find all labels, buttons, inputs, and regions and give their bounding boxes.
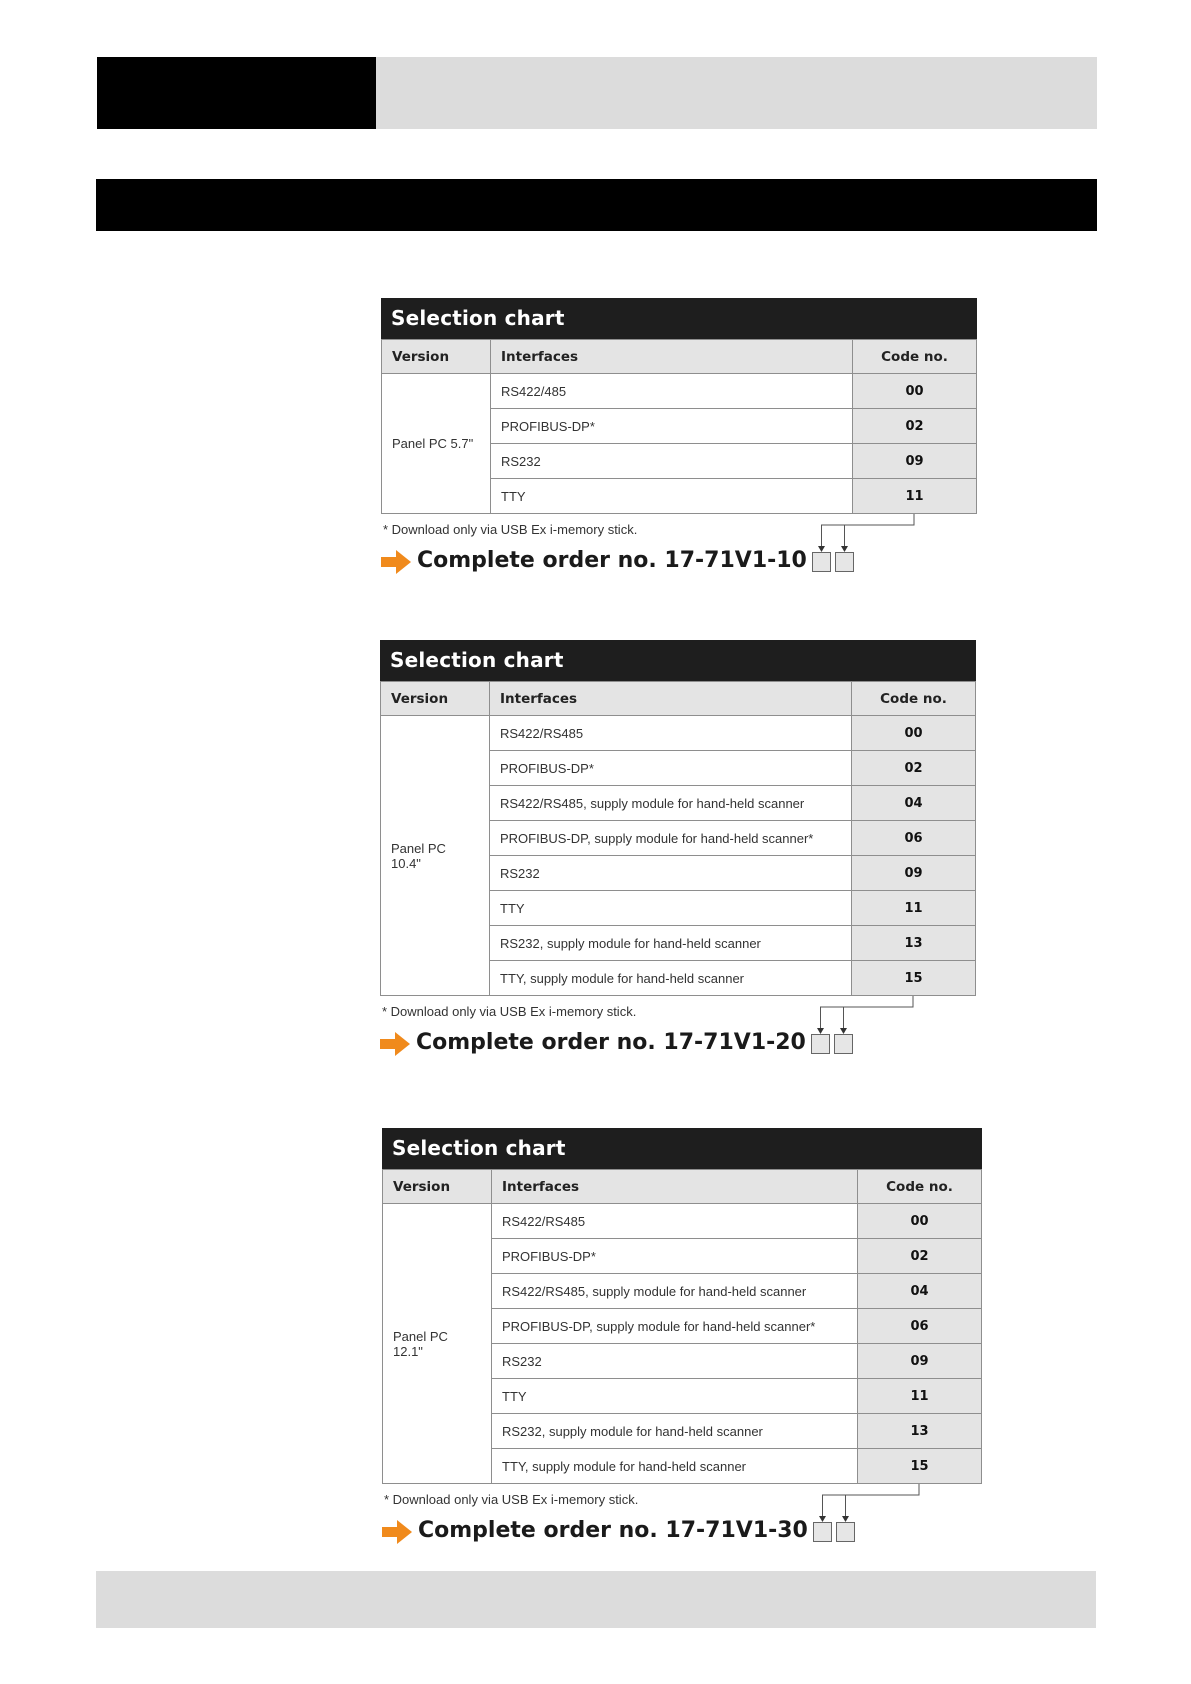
interface-cell: TTY — [491, 479, 853, 514]
selection-chart-2 — [380, 640, 976, 1064]
chart-title: Selection chart — [380, 640, 976, 681]
column-header-interfaces: Interfaces — [492, 1170, 858, 1204]
code-cell: 02 — [853, 409, 977, 444]
order-number-line — [381, 542, 977, 582]
code-digit-box — [813, 1522, 832, 1542]
interface-cell: RS232, supply module for hand-held scanner — [492, 1414, 858, 1449]
code-cell: 06 — [858, 1309, 982, 1344]
code-digit-box — [835, 552, 854, 572]
section-title-band — [96, 179, 1097, 231]
column-header-code: Code no. — [852, 682, 976, 716]
column-header-interfaces: Interfaces — [491, 340, 853, 374]
interface-cell: TTY, supply module for hand-held scanner — [492, 1449, 858, 1484]
code-cell: 15 — [858, 1449, 982, 1484]
complete-order-number: Complete order no. 17-71V1-20 — [416, 1030, 806, 1055]
code-cell: 00 — [853, 374, 977, 409]
complete-order-number: Complete order no. 17-71V1-10 — [417, 548, 807, 573]
table-header-row — [381, 682, 976, 716]
interface-cell: RS232 — [492, 1344, 858, 1379]
column-header-code: Code no. — [853, 340, 977, 374]
column-header-version: Version — [381, 682, 490, 716]
code-cell: 06 — [852, 821, 976, 856]
code-cell: 13 — [852, 926, 976, 961]
selection-table — [382, 1169, 982, 1484]
interface-cell: RS422/RS485 — [490, 716, 852, 751]
interface-cell: TTY — [492, 1379, 858, 1414]
table-row — [381, 716, 976, 751]
code-cell: 09 — [852, 856, 976, 891]
arrow-right-icon — [382, 1520, 412, 1544]
interface-cell: RS422/RS485, supply module for hand-held scanner — [492, 1274, 858, 1309]
interface-cell: RS232 — [491, 444, 853, 479]
interface-cell: RS422/RS485, supply module for hand-held scanner — [490, 786, 852, 821]
column-header-version: Version — [382, 340, 491, 374]
code-cell: 09 — [858, 1344, 982, 1379]
selection-chart-1 — [381, 298, 977, 582]
interface-cell: RS422/RS485 — [492, 1204, 858, 1239]
header-grey-block — [376, 57, 1097, 129]
selection-table — [381, 339, 977, 514]
footnote: * Download only via USB Ex i-memory stick. — [384, 1492, 639, 1507]
code-digit-box — [836, 1522, 855, 1542]
code-digit-box — [812, 552, 831, 572]
footer-grey-block — [96, 1571, 1096, 1628]
code-cell: 00 — [852, 716, 976, 751]
selection-table — [380, 681, 976, 996]
code-digit-box — [811, 1034, 830, 1054]
table-row — [382, 374, 977, 409]
interface-cell: PROFIBUS-DP* — [491, 409, 853, 444]
complete-order-number: Complete order no. 17-71V1-30 — [418, 1518, 808, 1543]
interface-cell: TTY, supply module for hand-held scanner — [490, 961, 852, 996]
chart-title: Selection chart — [382, 1128, 982, 1169]
order-number-line — [382, 1512, 982, 1552]
interface-cell: PROFIBUS-DP* — [492, 1239, 858, 1274]
arrow-right-icon — [381, 550, 411, 574]
table-row — [383, 1204, 982, 1239]
selection-chart-3 — [382, 1128, 982, 1552]
footnote: * Download only via USB Ex i-memory stick. — [382, 1004, 637, 1019]
code-cell: 11 — [858, 1379, 982, 1414]
code-cell: 09 — [853, 444, 977, 479]
interface-cell: RS232 — [490, 856, 852, 891]
code-cell: 00 — [858, 1204, 982, 1239]
interface-cell: TTY — [490, 891, 852, 926]
interface-cell: PROFIBUS-DP, supply module for hand-held scanner* — [492, 1309, 858, 1344]
code-cell: 04 — [852, 786, 976, 821]
code-cell: 02 — [852, 751, 976, 786]
column-header-interfaces: Interfaces — [490, 682, 852, 716]
column-header-code: Code no. — [858, 1170, 982, 1204]
interface-cell: PROFIBUS-DP* — [490, 751, 852, 786]
code-cell: 02 — [858, 1239, 982, 1274]
version-cell: Panel PC 10.4" — [381, 716, 490, 996]
code-cell: 11 — [852, 891, 976, 926]
footnote: * Download only via USB Ex i-memory stick. — [383, 522, 638, 537]
version-cell: Panel PC 5.7" — [382, 374, 491, 514]
arrow-right-icon — [380, 1032, 410, 1056]
chart-title: Selection chart — [381, 298, 977, 339]
code-cell: 15 — [852, 961, 976, 996]
interface-cell: PROFIBUS-DP, supply module for hand-held scanner* — [490, 821, 852, 856]
version-cell: Panel PC 12.1" — [383, 1204, 492, 1484]
code-cell: 11 — [853, 479, 977, 514]
header-black-block — [97, 57, 376, 129]
code-digit-box — [834, 1034, 853, 1054]
table-header-row — [383, 1170, 982, 1204]
column-header-version: Version — [383, 1170, 492, 1204]
code-cell: 13 — [858, 1414, 982, 1449]
order-number-line — [380, 1024, 976, 1064]
code-cell: 04 — [858, 1274, 982, 1309]
interface-cell: RS232, supply module for hand-held scanner — [490, 926, 852, 961]
interface-cell: RS422/485 — [491, 374, 853, 409]
table-header-row — [382, 340, 977, 374]
